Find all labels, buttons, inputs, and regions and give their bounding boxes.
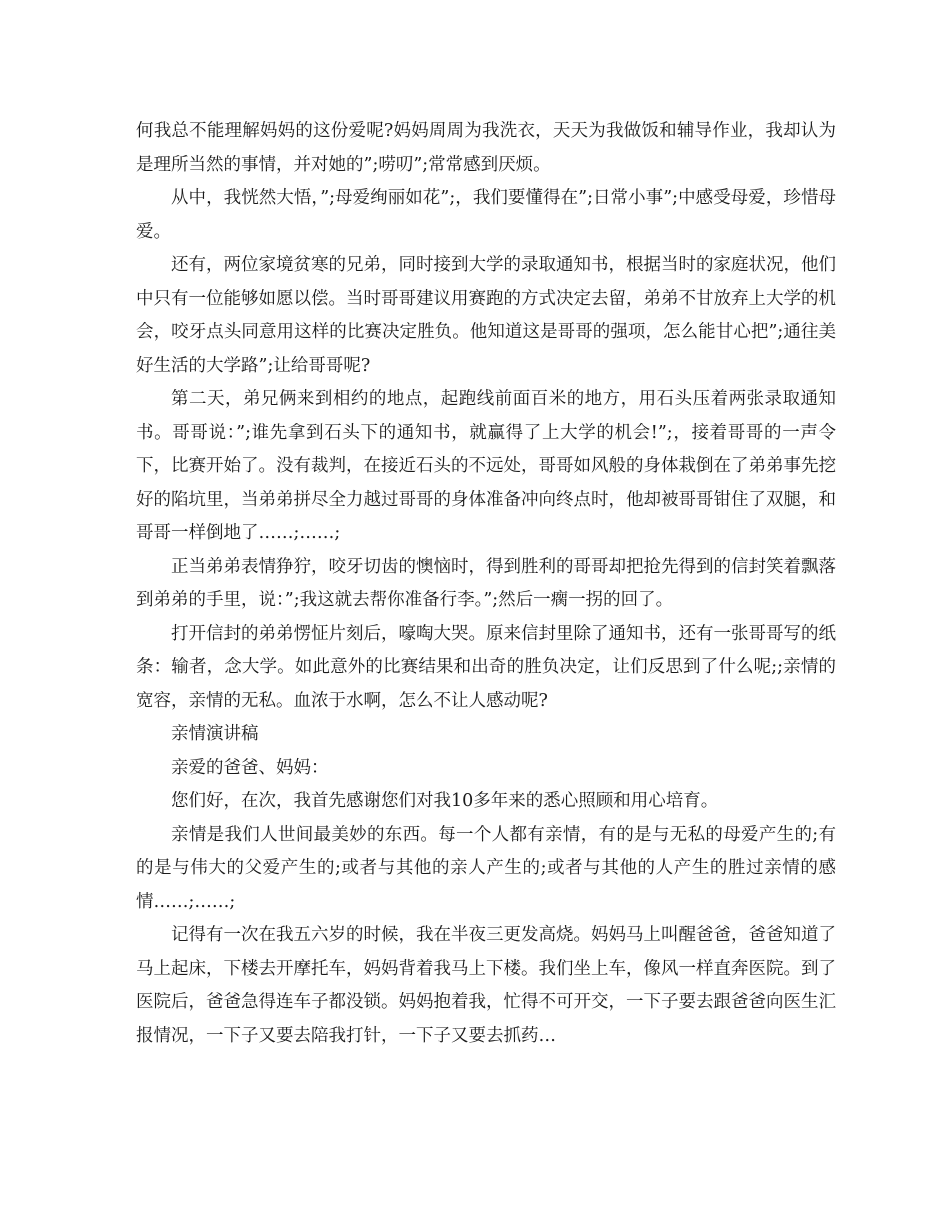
document-body [136,115,836,1053]
paragraph: 正当弟弟表情狰狞，咬牙切齿的懊恼时，得到胜利的哥哥却把抢先得到的信封笑着飘落到弟弟的手里，说：”;我这就去帮你准备行李。”;然后一瘸一拐的回了。 [136,556,836,610]
salutation: 亲爱的爸爸、妈妈： [171,757,329,778]
paragraph: 还有，两位家境贫寒的兄弟，同时接到大学的录取通知书，根据当时的家庭状况，他们中只有一位能够如愿以偿。当时哥哥建议用赛跑的方式决定去留，弟弟不甘放弃上大学的机会，咬牙点头同意用这样的比赛决定胜负。他知道这是哥哥的强项，怎么能甘心把”;通往美好生活的大学路”;让给哥哥呢? [136,255,836,376]
paragraph: 记得有一次在我五六岁的时候，我在半夜三更发高烧。妈妈马上叫醒爸爸，爸爸知道了马上起床，下楼去开摩托车，妈妈背着我马上下楼。我们坐上车，像风一样直奔医院。到了医院后，爸爸急得连车子都没锁。妈妈抱着我，忙得不可开交，一下子要去跟爸爸向医生汇报情况，一下子又要去陪我打针，一下子又要去抓药… [136,925,836,1046]
paragraph: 亲情是我们人世间最美妙的东西。每一个人都有亲情，有的是与无私的母爱产生的;有的是与伟大的父爱产生的;或者与其他的亲人产生的;或者与其他的人产生的胜过亲情的感情……;……; [136,824,836,912]
paragraph: 何我总不能理解妈妈的这份爱呢?妈妈周周为我洗衣，天天为我做饭和辅导作业，我却认为是理所当然的事情，并对她的”;唠叨”;常常感到厌烦。 [136,121,836,175]
paragraph: 从中，我恍然大悟，”;母爱绚丽如花”;，我们要懂得在”;日常小事”;中感受母爱，珍惜母爱。 [136,188,836,242]
paragraph: 打开信封的弟弟愣怔片刻后，嚎啕大哭。原来信封里除了通知书，还有一张哥哥写的纸条：输者，念大学。如此意外的比赛结果和出奇的胜负决定，让们反思到了什么呢;;亲情的宽容，亲情的无私。血浓于水啊，怎么不让人感动呢? [136,623,836,711]
paragraph: 您们好，在次，我首先感谢您们对我10多年来的悉心照顾和用心培育。 [171,791,719,811]
section-heading: 亲情演讲稿 [171,724,259,744]
paragraph: 第二天，弟兄俩来到相约的地点，起跑线前面百米的地方，用石头压着两张录取通知书。哥哥说：”;谁先拿到石头下的通知书，就赢得了上大学的机会!”;，接着哥哥的一声令下，比赛开始了。没有裁判，在接近石头的不远处，哥哥如风般的身体栽倒在了弟弟事先挖好的陷坑里，当弟弟拼尽全力越过哥哥的身体准备冲向终点时，他却被哥哥钳住了双腿，和哥哥一样倒地了……;……; [136,389,836,543]
